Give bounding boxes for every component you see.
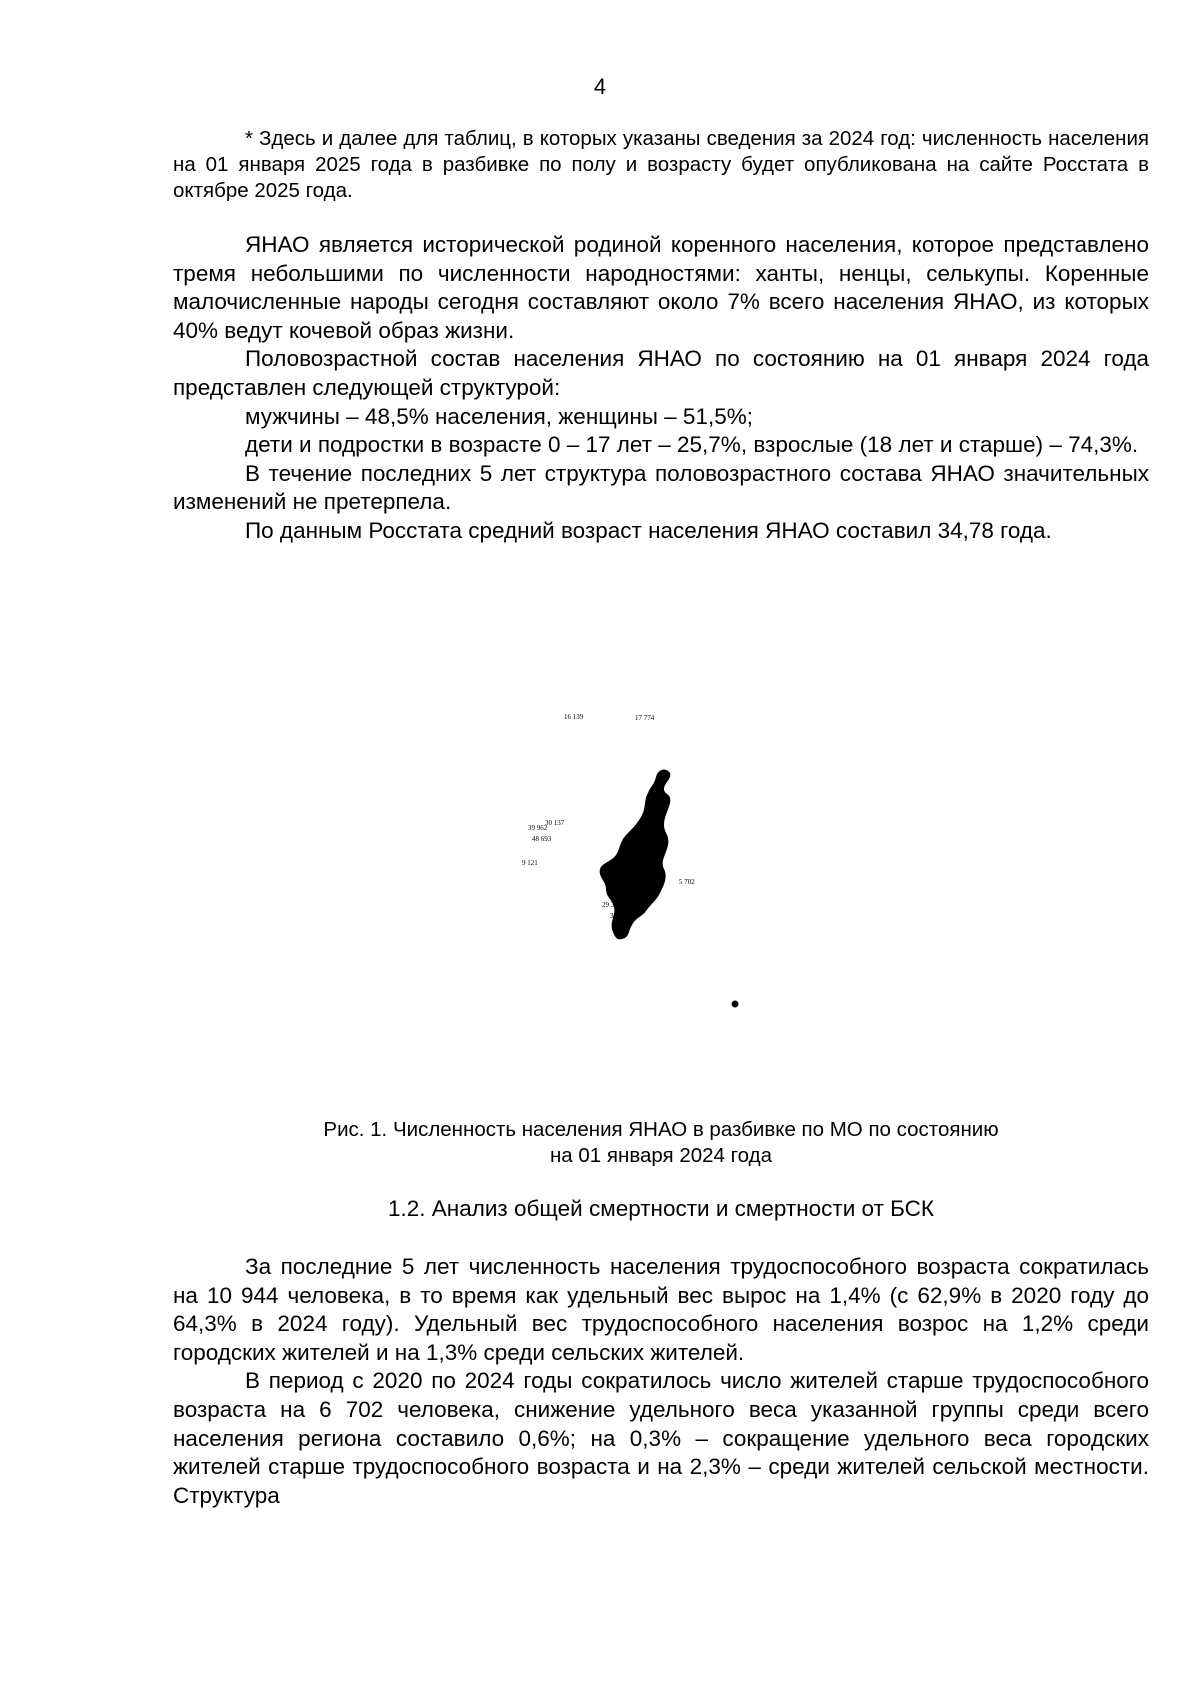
- paragraph-working-age: За последние 5 лет численность населения трудоспособного возраста сократилась на 10 944 человека, в то время как удельный вес вырос на 1,4% (с 62,9% в 2020 году до 64,3% в 2024 году). Удельный вес трудоспособного населения возрос на 1,2% среди городских жителей и на 1,3% среди сельских жителей.: [173, 1254, 1149, 1365]
- map-label: 30 625: [610, 912, 630, 920]
- paragraph-sex-age-structure: Половозрастной состав населения ЯНАО по состоянию на 01 января 2024 года представлен следующей структурой:: [173, 346, 1149, 400]
- paragraph-median-age: По данным Росстата средний возраст населения ЯНАО составил 34,78 года.: [245, 517, 1052, 543]
- intro-text: [173, 231, 1149, 546]
- paragraph-gender-ratio: мужчины – 48,5% населения, женщины – 51,5%;: [245, 403, 753, 429]
- region-map-silhouette: [560, 765, 760, 1065]
- section-text: [173, 1253, 1149, 1510]
- map-label: 9 121: [522, 859, 538, 867]
- outlier-dot: [732, 1001, 739, 1008]
- population-map-figure: [522, 713, 760, 1065]
- paragraph-structure-stability: В течение последних 5 лет структура половозрастного состава ЯНАО значительных изменений не претерпела.: [173, 460, 1149, 515]
- figure-caption-line-2: на 01 января 2024 года: [549, 1144, 772, 1167]
- map-label: 30 137: [545, 819, 565, 827]
- paragraph-indigenous: ЯНАО является исторической родиной коренного населения, которое представлено тремя небольшими по численности народностями: ханты, ненцы, селькупы. Коренные малочисленные народы сегодня составляют около 7% всего населения ЯНАО, из которых 40% ведут кочевой образ жизни.: [173, 232, 1149, 343]
- map-label: 33 969: [620, 884, 640, 892]
- map-label: 26 552: [624, 863, 644, 871]
- map-label: 5 702: [679, 878, 695, 886]
- footnote-text: * Здесь и далее для таблиц, в которых указаны сведения за 2024 год: численность населения на 01 января 2025 года в разбивке по полу и возрасту будет опубликована на сайте Росстата в октябре 2025 года.: [173, 127, 1149, 202]
- map-label: 17 774: [635, 714, 655, 722]
- map-label: 29 306: [602, 901, 622, 909]
- paragraph-above-working-age: В период с 2020 по 2024 годы сократилось число жителей старше трудоспособного возраста на 6 702 человека, снижение удельного веса указанной группы среди всего населения региона составило 0,6%; на 0,3% – сокращение удельного веса городских жителей старше трудоспособного возраста и на 2,3% – среди жителей сельской местности. Структура: [173, 1368, 1149, 1508]
- page-number: 4: [593, 74, 607, 99]
- map-label: 39 962: [528, 824, 548, 832]
- figure-caption: [173, 1117, 1149, 1169]
- map-label: 48 693: [532, 835, 552, 843]
- footnote: [173, 126, 1149, 204]
- paragraph-age-ratio: дети и подростки в возрасте 0 – 17 лет – 25,7%, взрослые (18 лет и старше) – 74,3%.: [245, 432, 1139, 458]
- section-heading: 1.2. Анализ общей смертности и смертности от БСК: [388, 1196, 934, 1221]
- figure-caption-line-1: Рис. 1. Численность населения ЯНАО в разбивке по МО по состоянию: [323, 1118, 999, 1141]
- map-label: 4 714: [624, 840, 640, 848]
- map-label: 16 139: [564, 713, 584, 721]
